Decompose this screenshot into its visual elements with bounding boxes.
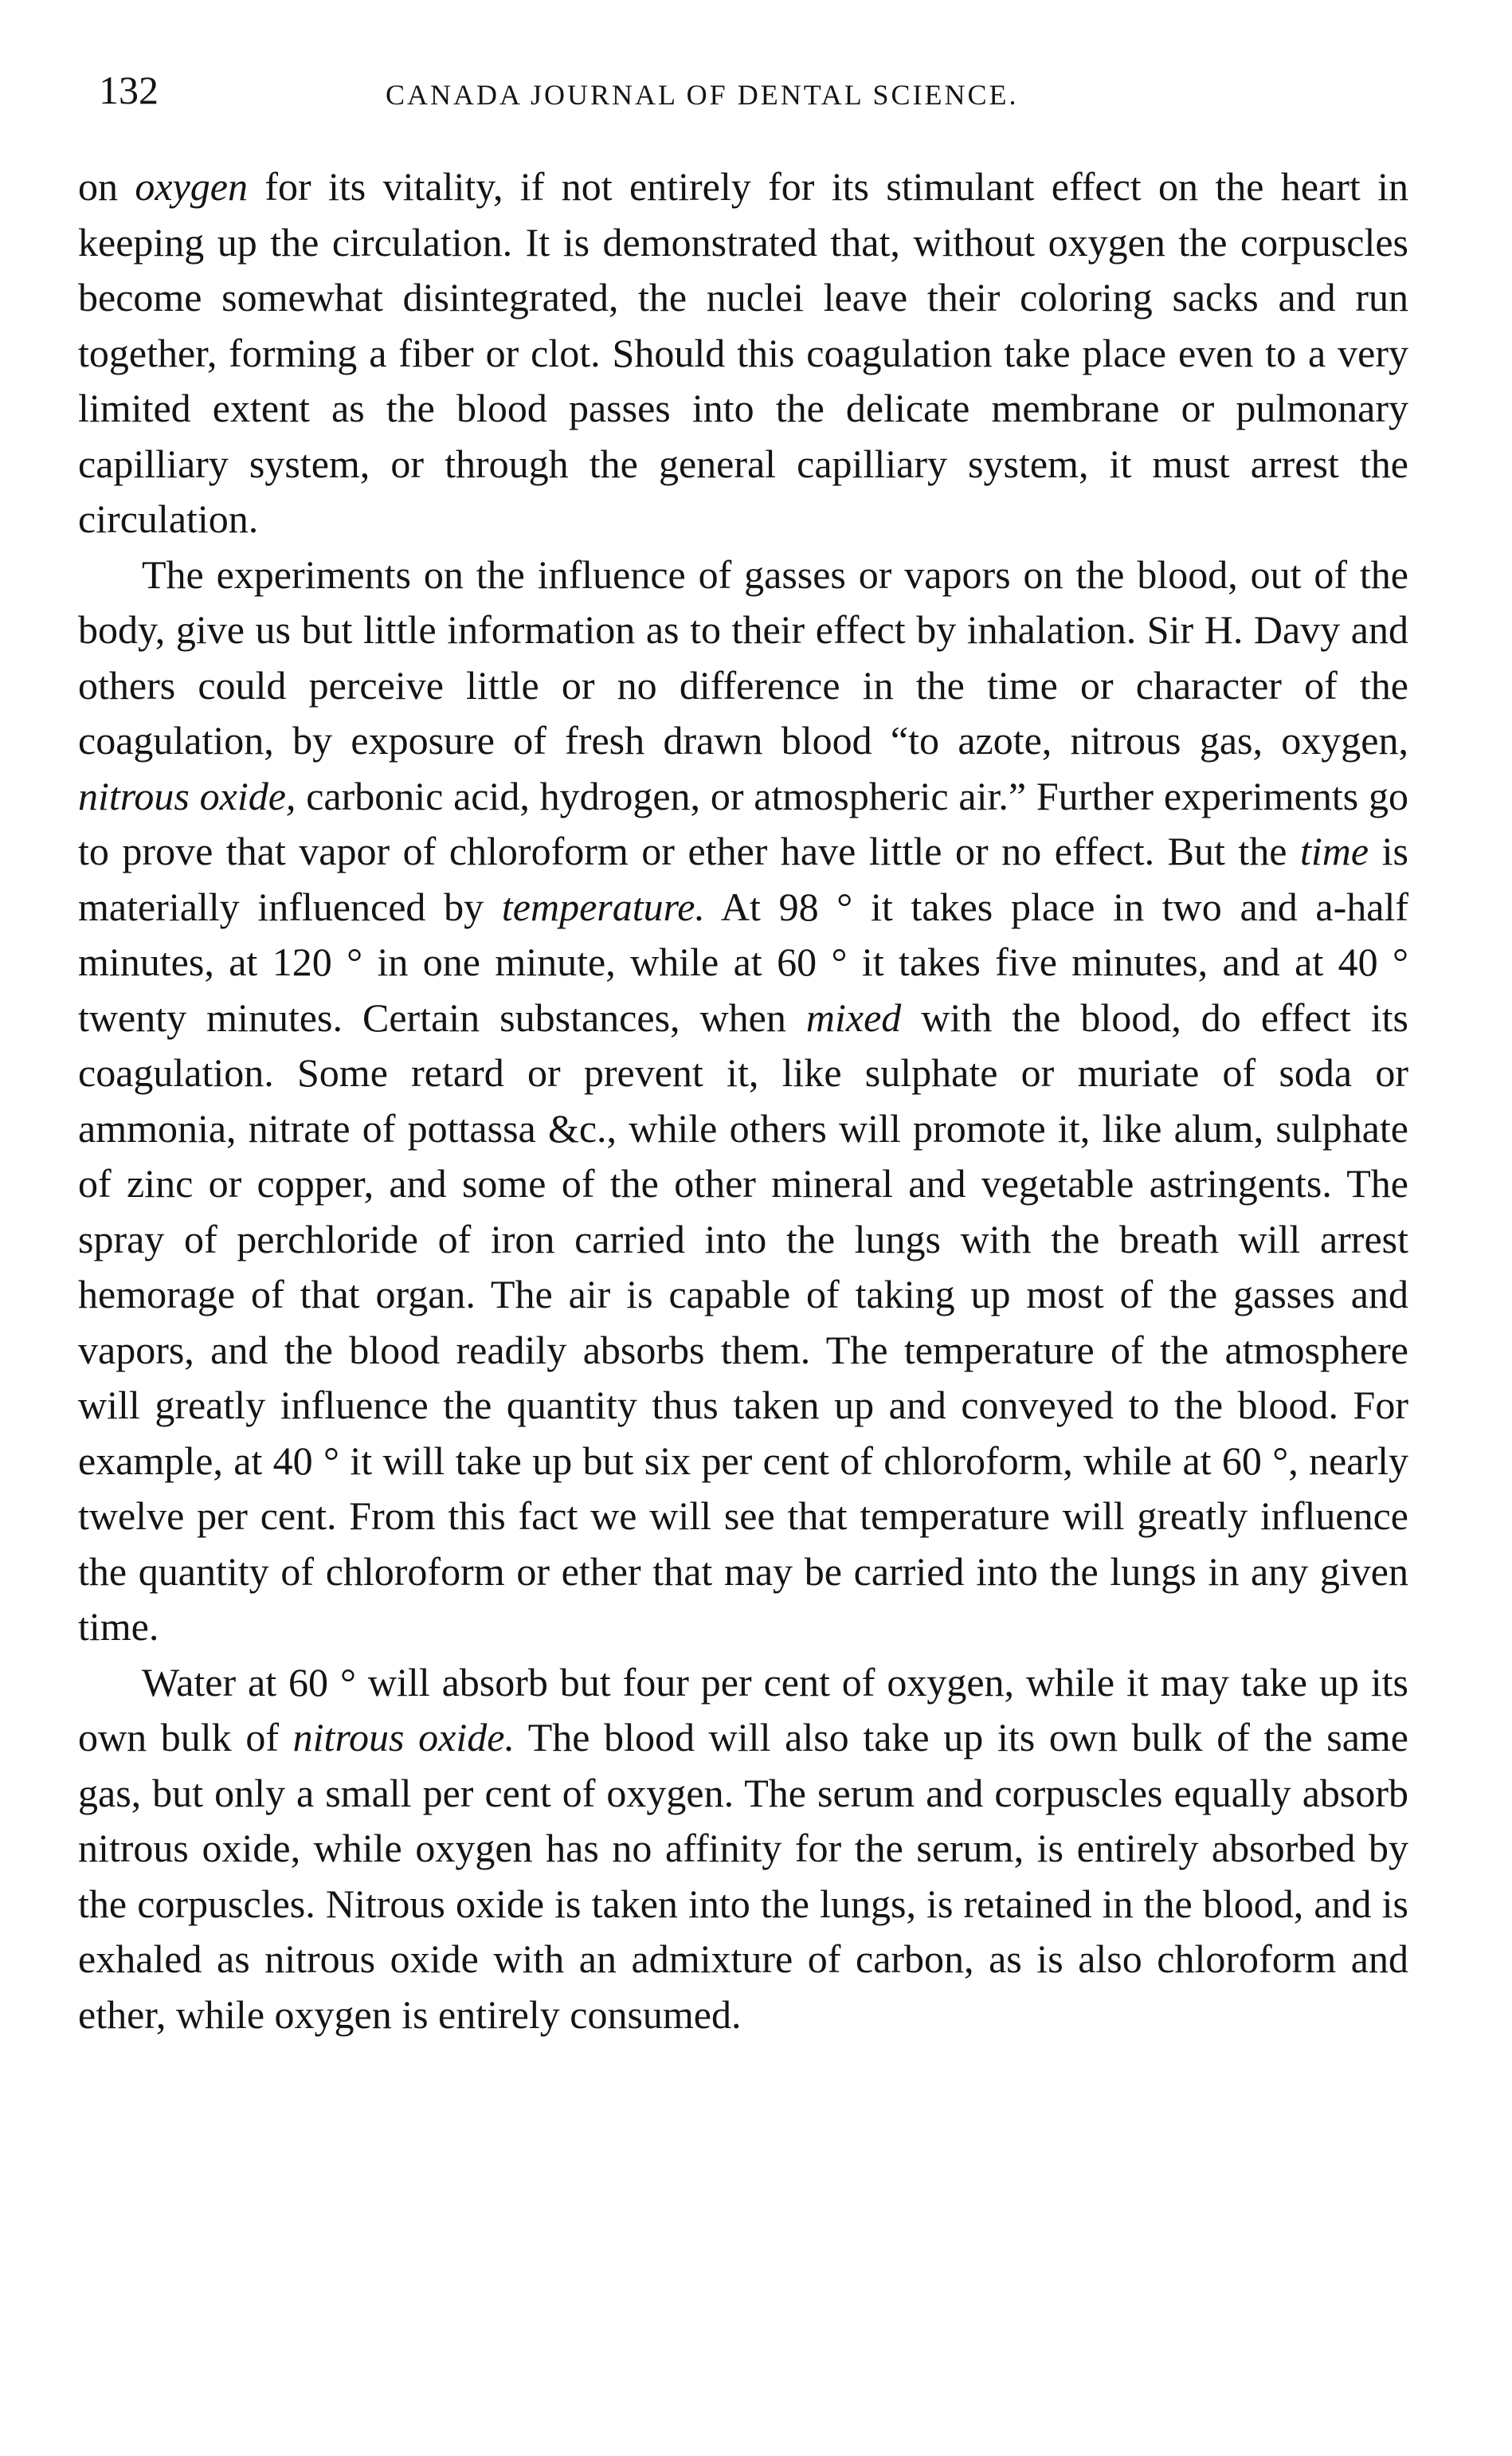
text-run: with the blood, do effect its coagulation. Some retard or prevent it, like sulphate or muriate of soda or ammonia, nitrate of pottassa &c., while others will promote it, like alum, sulphate of zinc or copper, and some of the other mineral and vegetable astringents. The spray of perchloride of iron carried into the lungs with the breath will arrest hemorage of that organ. The air is capable of taking up most of the gasses and vapors, and the blood readily absorbs them. The temperature of the atmosphere will greatly influence the quantity thus taken up and conveyed to the blood. For example, at 40 ° it will take up but six per cent of chloroform, while at 60 °, nearly twelve per cent. From this fact we will see that temperature will greatly influence the quantity of chloroform or ether that may be carried into the lungs in any given time. [78, 995, 1408, 1649]
body-text [78, 159, 1408, 2042]
italic-text-run: nitrous oxide, [78, 773, 296, 818]
italic-text-run: oxygen [135, 164, 248, 209]
italic-text-run: mixed [805, 995, 902, 1040]
text-run: for its vitality, if not entirely for its stimulant effect on the heart in keeping up the circulation. It is demonstrated that, without oxygen the corpuscles become somewhat disintegrated, the nuclei leave their coloring sacks and run together, forming a fiber or clot. Should this coagulation take place even to a very limited extent as the blood passes into the delicate membrane or pulmonary capilliary system, or through the general capilliary system, it must arrest the circulation. [78, 164, 1409, 541]
journal-title: CANADA JOURNAL OF DENTAL SCIENCE. [386, 79, 1019, 111]
paragraph-1 [78, 159, 1408, 547]
text-run: carbonic acid, hydrogen, or atmospheric air.” Further experiments go to prove that vapor of chloroform or ether have little or no effect. But the [78, 773, 1408, 873]
page-number: 132 [99, 68, 159, 112]
text-run: on [78, 164, 135, 209]
italic-text-run: nitrous oxide. [292, 1715, 515, 1760]
paragraph-3 [78, 1655, 1408, 2043]
text-run: Water at 60 ° will absorb but four per cent of oxygen, while it may take up its own bulk of [78, 1659, 1408, 1760]
running-head [99, 62, 1405, 118]
text-run: The experiments on the influence of gasses or vapors on the blood, out of the body, give us but little information as to their effect by inhalation. Sir H. Davy and others could perceive little or no difference in the time or character of the coagulation, by exposure of fresh drawn blood “to azote, nitrous gas, oxygen, [78, 551, 1408, 763]
text-run: The blood will also take up its own bulk of the same gas, but only a small per cent of oxygen. The serum and corpuscles equally absorb nitrous oxide, while oxygen has no affinity for the serum, is entirely absorbed by the corpuscles. Nitrous oxide is taken into the lungs, is retained in the blood, and is exhaled as nitrous oxide with an admixture of carbon, as is also chloroform and ether, while oxygen is entirely consumed. [78, 1715, 1408, 2037]
text-run: is materially influenced by [78, 829, 1408, 929]
paragraph-2 [78, 547, 1408, 1655]
text-run: At 98 ° it takes place in two and a-half minutes, at 120 ° in one minute, while at 60 ° it takes five minutes, and at 40 ° twenty minutes. Certain substances, when [78, 884, 1409, 1040]
italic-text-run: time [1300, 829, 1369, 873]
italic-text-run: temperature. [501, 884, 705, 929]
